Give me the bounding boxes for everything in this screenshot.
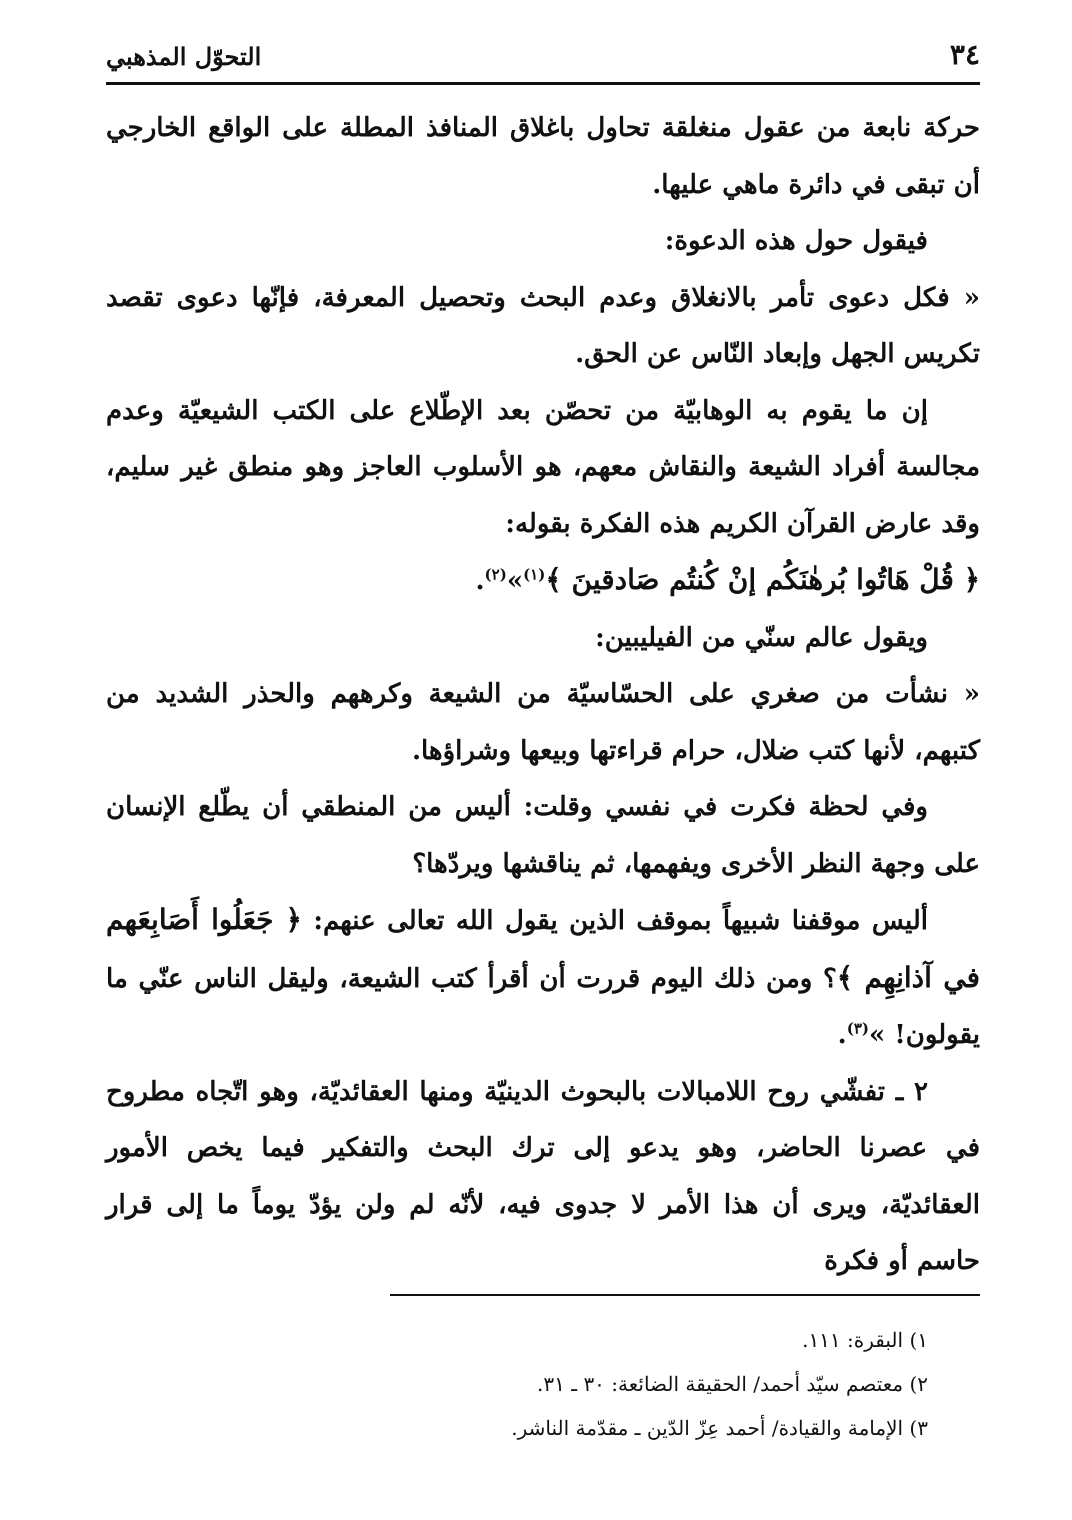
paragraph-8: وفي لحظة فكرت في نفسي وقلت: أليس من المنطقي أن يطّلع الإنسان على وجهة النظر الأخرى ويفهمها، ثم يناقشها ويردّها؟: [106, 792, 980, 879]
footnote-2: ٢) معتصم سيّد أحمد/ الحقيقة الضائعة: ٣٠ ـ ٣١.: [537, 1372, 928, 1396]
paragraph-7-quote: « نشأت من صغري على الحسّاسيّة من الشيعة وكرههم والحذر الشديد من كتبهم، لأنها كتب ضلال، حرام قراءتها وبيعها وشراؤها.: [106, 679, 980, 766]
running-title: التحوّل المذهبي: [106, 42, 262, 71]
paragraph-5-verse: [106, 552, 980, 610]
quran-verse-2: ﴿ جَعَلُوا أَصَابِعَهم في آذانِهِم ﴾: [106, 903, 980, 994]
footnote-1: ١) البقرة: ١١١.: [802, 1328, 928, 1352]
paragraph-9: [106, 892, 980, 1064]
footnote-ref-1: (١): [523, 565, 546, 584]
quran-verse: ﴿ قُلْ هَاتُوا بُرهٰنَكُم إنْ كُنتُم صَادقينَ ﴾: [545, 563, 980, 596]
sentence-end-2: .: [837, 1020, 847, 1050]
paragraph-3-quote: « فكل دعوى تأمر بالانغلاق وعدم البحث وتحصيل المعرفة، فإنّها دعوى تقصد تكريس الجهل وإبعاد النّاس عن الحق.: [106, 282, 980, 369]
paragraph-9-start: أليس موقفنا شبيهاً بموقف الذين يقول الله تعالى عنهم:: [313, 906, 928, 936]
footnote-ref-3: (٣): [846, 1019, 870, 1038]
main-text: [106, 100, 980, 1290]
paragraph-10: ٢ ـ تفشّي روح اللامبالات بالبحوث الدينيّة ومنها العقائديّة، وهو اتّجاه مطروح في عصرنا الحاضر، وهو يدعو إلى ترك البحث والتفكير فيما يخص الأمور العقائديّة، ويرى أن هذا الأمر لا جدوى فيه، لأنّه لم ولن يؤدّ يوماً ما إلى قرار حاسم أو فكرة: [106, 1076, 980, 1276]
quote-close: »: [506, 566, 524, 596]
paragraph-9-mid: ؟ ومن ذلك اليوم قررت أن أقرأ كتب الشيعة، وليقل الناس عنّي ما يقولون! »: [106, 963, 980, 1050]
footnotes: [106, 1318, 980, 1450]
header-rule: [106, 82, 980, 85]
page-header: [106, 38, 980, 82]
page-number: ٣٤: [949, 38, 980, 71]
footnote-3: ٣) الإمامة والقيادة/ أحمد عِزّ الدّين ـ مقدّمة الناشر.: [511, 1416, 928, 1440]
sentence-end: .: [475, 566, 485, 596]
paragraph-6: ويقول عالم سنّي من الفيليبين:: [595, 622, 928, 653]
footnote-ref-2: (٢): [484, 565, 507, 584]
paragraph-2: فيقول حول هذه الدعوة:: [664, 226, 928, 256]
paragraph-4: إن ما يقوم به الوهابيّة من تحصّن بعد الإطّلاع على الكتب الشيعيّة وعدم مجالسة أفراد الشيعة والنقاش معهم، هو الأسلوب العاجز وهو منطق غير سليم، وقد عارض القرآن الكريم هذه الفكرة بقوله:: [106, 395, 980, 539]
footnote-rule: [390, 1294, 980, 1296]
paragraph-1: حركة نابعة من عقول منغلقة تحاول باغلاق المنافذ المطلة على الواقع الخارجي أن تبقى في دائرة ماهي عليها.: [106, 113, 980, 200]
